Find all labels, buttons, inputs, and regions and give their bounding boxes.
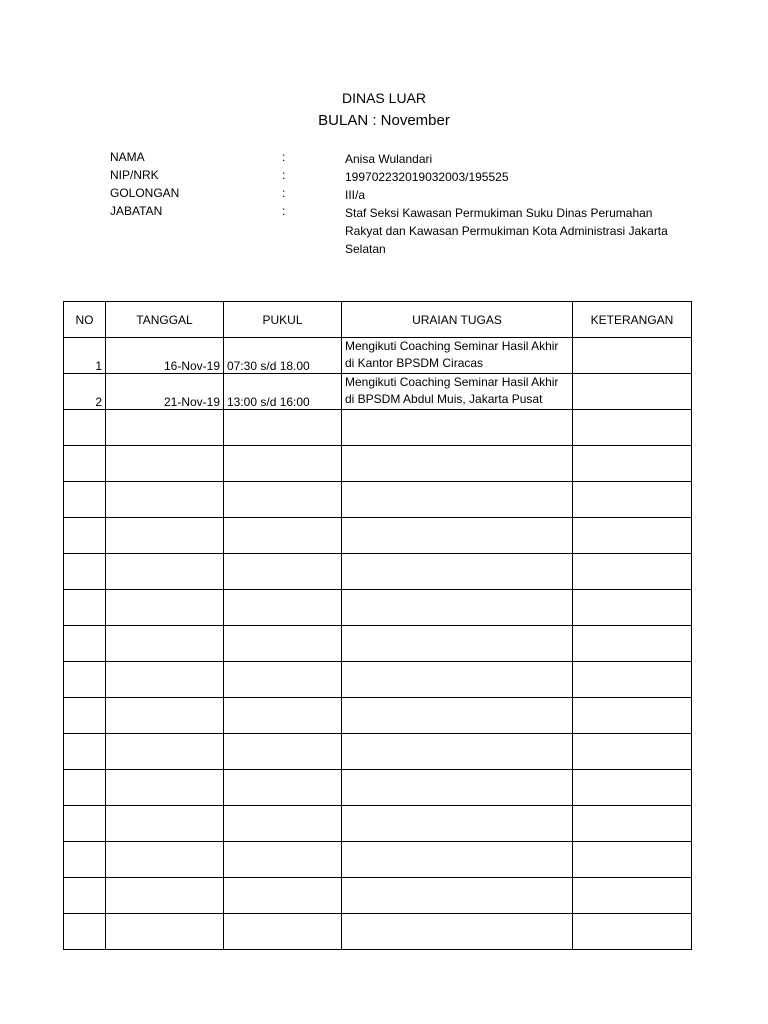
table-row — [64, 338, 692, 374]
cell-uraian — [342, 770, 573, 806]
table-row-empty — [64, 914, 692, 950]
header-tanggal: TANGGAL — [106, 302, 224, 338]
cell-uraian: Mengikuti Coaching Seminar Hasil Akhir di Kantor BPSDM Ciracas — [342, 338, 573, 374]
cell-no — [64, 770, 106, 806]
cell-pukul: 07:30 s/d 18.00 — [224, 338, 342, 374]
cell-keterangan — [573, 518, 692, 554]
table-row-empty — [64, 626, 692, 662]
info-value-golongan: III/a — [345, 188, 366, 202]
cell-pukul — [224, 698, 342, 734]
cell-keterangan — [573, 626, 692, 662]
info-value-nip: 199702232019032003/195525 — [345, 170, 509, 184]
cell-no — [64, 482, 106, 518]
info-label: NIP/NRK — [110, 168, 159, 182]
cell-tanggal — [106, 698, 224, 734]
cell-pukul — [224, 914, 342, 950]
cell-pukul — [224, 410, 342, 446]
cell-uraian — [342, 554, 573, 590]
cell-uraian — [342, 878, 573, 914]
cell-uraian — [342, 446, 573, 482]
cell-keterangan — [573, 554, 692, 590]
cell-no — [64, 806, 106, 842]
info-label: NAMA — [110, 150, 145, 164]
cell-pukul — [224, 482, 342, 518]
table-row-empty — [64, 446, 692, 482]
cell-keterangan — [573, 914, 692, 950]
cell-tanggal — [106, 590, 224, 626]
cell-pukul — [224, 590, 342, 626]
table-row — [64, 374, 692, 410]
cell-uraian — [342, 482, 573, 518]
cell-no — [64, 410, 106, 446]
cell-keterangan — [573, 482, 692, 518]
cell-tanggal: 16-Nov-19 — [106, 338, 224, 374]
header-keterangan: KETERANGAN — [573, 302, 692, 338]
cell-no — [64, 878, 106, 914]
table-row-empty — [64, 518, 692, 554]
cell-tanggal — [106, 734, 224, 770]
info-colon: : — [282, 168, 286, 182]
cell-uraian — [342, 914, 573, 950]
cell-no — [64, 914, 106, 950]
cell-uraian — [342, 518, 573, 554]
cell-keterangan — [573, 446, 692, 482]
info-label: GOLONGAN — [110, 186, 180, 200]
cell-pukul — [224, 878, 342, 914]
table-row-empty — [64, 842, 692, 878]
cell-keterangan — [573, 806, 692, 842]
cell-pukul — [224, 518, 342, 554]
month-line: BULAN : November — [318, 112, 450, 129]
cell-tanggal — [106, 410, 224, 446]
cell-pukul — [224, 662, 342, 698]
cell-uraian — [342, 806, 573, 842]
activity-table — [63, 301, 692, 950]
cell-pukul — [224, 446, 342, 482]
cell-pukul — [224, 806, 342, 842]
cell-no — [64, 518, 106, 554]
cell-no — [64, 698, 106, 734]
cell-no — [64, 626, 106, 662]
cell-keterangan — [573, 590, 692, 626]
cell-tanggal — [106, 626, 224, 662]
table-row-empty — [64, 770, 692, 806]
cell-keterangan — [573, 410, 692, 446]
info-label: JABATAN — [110, 204, 163, 218]
table-header-row — [64, 302, 692, 338]
cell-tanggal — [106, 662, 224, 698]
header-uraian-tugas: URAIAN TUGAS — [342, 302, 573, 338]
cell-uraian — [342, 590, 573, 626]
table-row-empty — [64, 590, 692, 626]
cell-pukul — [224, 842, 342, 878]
cell-no — [64, 446, 106, 482]
cell-keterangan — [573, 374, 692, 410]
cell-uraian: Mengikuti Coaching Seminar Hasil Akhir di BPSDM Abdul Muis, Jakarta Pusat — [342, 374, 573, 410]
cell-tanggal — [106, 842, 224, 878]
cell-no — [64, 590, 106, 626]
table-row-empty — [64, 662, 692, 698]
cell-uraian — [342, 734, 573, 770]
cell-keterangan — [573, 662, 692, 698]
cell-pukul — [224, 770, 342, 806]
table-row-empty — [64, 410, 692, 446]
cell-keterangan — [573, 770, 692, 806]
info-colon: : — [282, 186, 286, 200]
cell-no: 2 — [64, 374, 106, 410]
table-row-empty — [64, 698, 692, 734]
cell-no: 1 — [64, 338, 106, 374]
cell-pukul — [224, 626, 342, 662]
table-row-empty — [64, 734, 692, 770]
cell-keterangan — [573, 842, 692, 878]
cell-keterangan — [573, 338, 692, 374]
cell-tanggal — [106, 914, 224, 950]
cell-keterangan — [573, 878, 692, 914]
cell-no — [64, 842, 106, 878]
cell-uraian — [342, 410, 573, 446]
cell-no — [64, 662, 106, 698]
cell-tanggal — [106, 770, 224, 806]
cell-pukul: 13:00 s/d 16:00 — [224, 374, 342, 410]
cell-uraian — [342, 662, 573, 698]
cell-tanggal — [106, 518, 224, 554]
cell-uraian — [342, 698, 573, 734]
cell-tanggal — [106, 446, 224, 482]
info-colon: : — [282, 204, 286, 218]
header-pukul: PUKUL — [224, 302, 342, 338]
cell-keterangan — [573, 734, 692, 770]
cell-uraian — [342, 842, 573, 878]
table-row-empty — [64, 482, 692, 518]
cell-no — [64, 554, 106, 590]
document-title: DINAS LUAR — [341, 90, 427, 106]
cell-no — [64, 734, 106, 770]
cell-tanggal — [106, 554, 224, 590]
cell-pukul — [224, 734, 342, 770]
cell-pukul — [224, 554, 342, 590]
cell-tanggal: 21-Nov-19 — [106, 374, 224, 410]
info-value-jabatan: Staf Seksi Kawasan Permukiman Suku Dinas Perumahan Rakyat dan Kawasan Permukiman Kota Administrasi Jakarta Selatan — [345, 206, 668, 256]
cell-tanggal — [106, 482, 224, 518]
table-row-empty — [64, 806, 692, 842]
table-row-empty — [64, 878, 692, 914]
cell-tanggal — [106, 878, 224, 914]
info-colon: : — [282, 150, 286, 164]
info-value-nama: Anisa Wulandari — [345, 152, 433, 166]
cell-tanggal — [106, 806, 224, 842]
cell-uraian — [342, 626, 573, 662]
table-row-empty — [64, 554, 692, 590]
header-no: NO — [64, 302, 106, 338]
cell-keterangan — [573, 698, 692, 734]
